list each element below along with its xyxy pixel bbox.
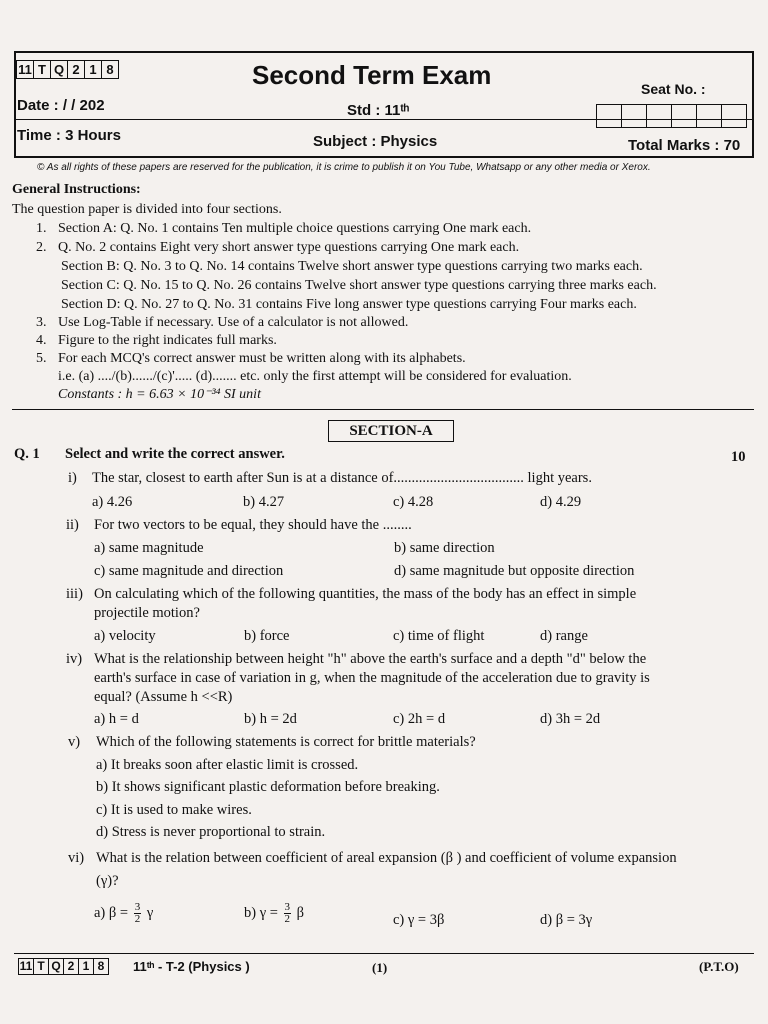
paper-code-char: T — [34, 61, 51, 78]
fraction-numerator: 3 — [284, 901, 291, 913]
fraction — [284, 902, 292, 925]
paper-code-char: 1 — [85, 61, 102, 78]
footer-paper-code — [18, 958, 109, 975]
total-marks: Total Marks : 70 — [628, 137, 741, 154]
section-divider — [12, 409, 754, 410]
seat-number-label: Seat No. : — [641, 81, 706, 97]
exam-title: Second Term Exam — [252, 60, 492, 90]
sub-question-number: i) — [68, 470, 77, 486]
seat-box — [697, 105, 722, 127]
paper-code-char: 8 — [106, 62, 114, 77]
option: b) force — [244, 628, 290, 644]
seat-number-boxes — [596, 104, 747, 128]
question-marks: 10 — [731, 449, 746, 465]
option: a) h = d — [94, 711, 139, 727]
option: d) 3h = 2d — [540, 711, 601, 727]
instruction-item: Figure to the right indicates full marks. — [58, 333, 277, 348]
date-field: Date : / / 202 — [17, 97, 105, 114]
sub-question-text: projectile motion? — [94, 605, 200, 621]
instruction-item: Section B: Q. No. 3 to Q. No. 14 contains Twelve short answer type questions carrying two marks each. — [61, 259, 643, 274]
option: c) time of flight — [393, 628, 485, 644]
sub-question-text: What is the relationship between height "h" above the earth's surface and a depth "d" below the — [94, 651, 647, 667]
option: b) h = 2d — [244, 711, 297, 727]
instruction-num: 4. — [36, 333, 47, 348]
subject-field: Subject : Physics — [313, 133, 438, 150]
sub-question-number: vi) — [68, 850, 85, 866]
option: b) It shows significant plastic deformation before breaking. — [96, 779, 440, 795]
instruction-item: For each MCQ's correct answer must be written along with its alphabets. — [58, 351, 466, 366]
fraction-numerator: 3 — [134, 901, 141, 913]
constants-line: Constants : h = 6.63 × 10⁻³⁴ SI unit — [58, 387, 261, 402]
paper-code-char: 1 — [79, 959, 94, 974]
instructions-intro: The question paper is divided into four sections. — [12, 202, 282, 217]
option: b) 4.27 — [243, 494, 285, 510]
option: d) β = 3γ — [540, 912, 593, 928]
option: d) Stress is never proportional to strain. — [96, 824, 326, 840]
option: c) It is used to make wires. — [96, 802, 252, 818]
paper-code-char: 2 — [64, 959, 79, 974]
paper-code-char: Q — [49, 959, 64, 974]
seat-box — [597, 105, 622, 127]
instruction-item: Use Log-Table if necessary. Use of a calculator is not allowed. — [58, 315, 409, 330]
time-field: Time : 3 Hours — [17, 127, 121, 144]
footer-divider — [14, 953, 754, 954]
option: a) velocity — [94, 628, 156, 644]
seat-box — [722, 105, 746, 127]
sub-question-number: ii) — [66, 517, 79, 533]
sub-question-number: iii) — [66, 586, 83, 602]
sub-question-text: For two vectors to be equal, they should have the ........ — [94, 517, 412, 533]
option-b-rhs: β — [296, 904, 305, 921]
instruction-item: Section D: Q. No. 27 to Q. No. 31 contains Five long answer type questions carrying Four marks each. — [61, 297, 637, 312]
question-text: Select and write the correct answer. — [65, 446, 285, 462]
option: c) 4.28 — [393, 494, 434, 510]
option: d) range — [540, 628, 588, 644]
page-number: (1) — [372, 960, 388, 975]
sub-question-text: (γ)? — [96, 873, 119, 889]
sub-question-number: iv) — [66, 651, 83, 667]
sub-question-text: Which of the following statements is correct for brittle materials? — [96, 734, 476, 750]
copyright-notice: © As all rights of these papers are reserved for the publication, it is crime to publish it on You Tube, Whatsapp or any other media or Xerox. — [37, 162, 651, 173]
option: d) 4.29 — [540, 494, 582, 510]
option-a-rhs: γ — [146, 904, 154, 921]
instruction-num: 3. — [36, 315, 47, 330]
option: a) It breaks soon after elastic limit is crossed. — [96, 757, 359, 773]
section-a-label: SECTION-A — [328, 420, 454, 442]
seat-box — [672, 105, 697, 127]
option: a) 4.26 — [92, 494, 133, 510]
sub-question-text: earth's surface in case of variation in g, when the magnitude of the acceleration due to gravity is — [94, 670, 650, 686]
paper-code — [16, 60, 119, 79]
paper-code-char: T — [34, 959, 49, 974]
option-b — [244, 902, 304, 925]
instruction-num: 2. — [36, 240, 47, 255]
question-number: Q. 1 — [14, 446, 40, 462]
fraction — [134, 902, 142, 925]
option: c) 2h = d — [393, 711, 446, 727]
sub-question-number: v) — [68, 734, 81, 750]
sub-question-text: The star, closest to earth after Sun is at a distance of.................................... light years. — [92, 470, 592, 486]
instruction-item: Section A: Q. No. 1 contains Ten multiple choice questions carrying One mark each. — [58, 221, 532, 236]
instruction-item: i.e. (a) ..../(b)....../(c)'..... (d)....... etc. only the first attempt will be considered for evaluation. — [58, 369, 572, 384]
header-divider — [14, 119, 754, 120]
footer-paper-label: 11ᵗʰ - T-2 (Physics ) — [133, 959, 250, 974]
sub-question-text: What is the relation between coefficient of areal expansion (β ) and coefficient of volume expansion — [96, 850, 677, 866]
option-a-lhs: a) β = — [94, 904, 129, 921]
seat-box — [622, 105, 647, 127]
sub-question-text: On calculating which of the following quantities, the mass of the body has an effect in simple — [94, 586, 637, 602]
option: a) same magnitude — [94, 540, 204, 556]
fraction-denominator: 2 — [284, 913, 291, 925]
paper-code-char: 2 — [68, 61, 85, 78]
instruction-item: Section C: Q. No. 15 to Q. No. 26 contains Twelve short answer type questions carrying three marks each. — [61, 278, 657, 293]
seat-box — [647, 105, 672, 127]
option: d) same magnitude but opposite direction — [394, 563, 635, 579]
instruction-item: Q. No. 2 contains Eight very short answer type questions carrying One mark each. — [58, 240, 520, 255]
please-turn-over: (P.T.O) — [699, 959, 739, 974]
sub-question-text: equal? (Assume h <<R) — [94, 689, 233, 705]
paper-code-char: 8 — [97, 959, 105, 973]
option: c) same magnitude and direction — [94, 563, 284, 579]
instructions-heading: General Instructions: — [12, 182, 141, 197]
instruction-num: 1. — [36, 221, 47, 236]
fraction-denominator: 2 — [134, 913, 141, 925]
paper-code-char: 11 — [17, 61, 34, 78]
option: b) same direction — [394, 540, 495, 556]
std-field: Std : 11ᵗʰ — [347, 102, 410, 119]
option: c) γ = 3β — [393, 912, 445, 928]
option-a — [94, 902, 153, 925]
option-b-lhs: b) γ = — [244, 904, 278, 921]
instruction-num: 5. — [36, 351, 47, 366]
paper-code-char: 11 — [19, 959, 33, 973]
paper-code-char: Q — [51, 61, 68, 78]
